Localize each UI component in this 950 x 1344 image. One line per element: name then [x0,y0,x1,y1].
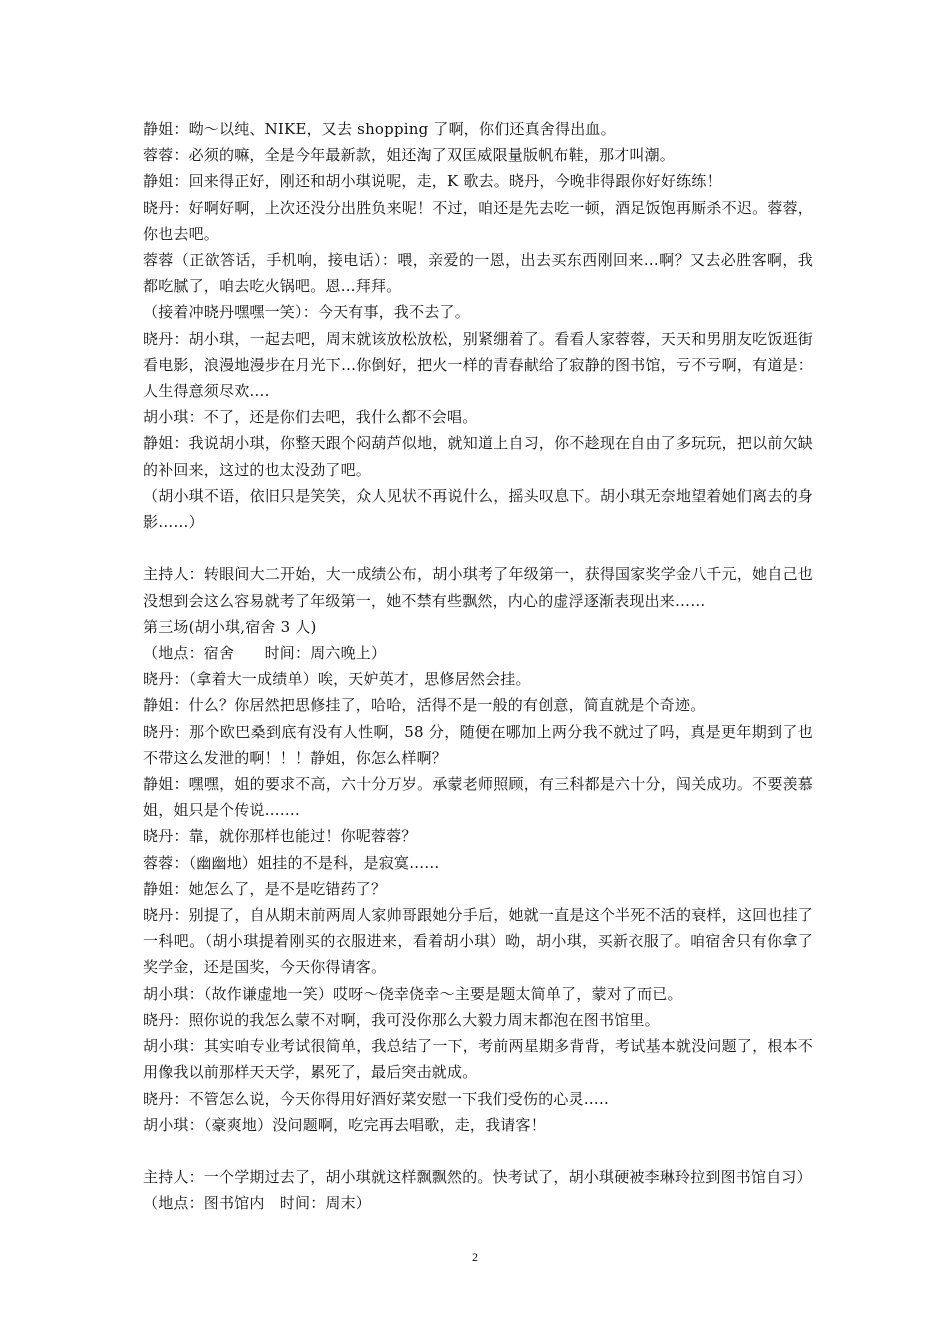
paragraph: 主持人：一个学期过去了，胡小琪就这样飘飘然的。快考试了，胡小琪硬被李琳玲拉到图书馆自习） [143,1168,812,1187]
paragraph: 胡小琪：（故作谦虚地一笑）哎呀～侥幸侥幸～主要是题太简单了，蒙对了而已。 [143,984,683,1003]
paragraph: 晓丹：靠，就你那样也能过！你呢蓉蓉？ [143,827,417,846]
paragraph: （接着冲晓丹嘿嘿一笑）：今天有事，我不去了。 [143,303,470,322]
page-number: 2 [472,1250,478,1264]
paragraph: 第三场(胡小琪,宿舍 3 人) [143,617,317,636]
paragraph: 静姐：嘿嘿，姐的要求不高，六十分万岁。承蒙老师照顾，有三科都是六十分，闯关成功。不要羡慕姐，姐只是个传说……. [143,775,813,820]
blank-line [143,1138,813,1164]
paragraph: 胡小琪：不了，还是你们去吧，我什么都不会唱。 [143,408,478,427]
paragraph: 静姐：回来得正好，刚还和胡小琪说呢，走，K 歌去。晓丹，今晚非得跟你好好练练！ [143,172,722,191]
paragraph: 晓丹：不管怎么说，今天你得用好酒好菜安慰一下我们受伤的心灵….. [143,1089,609,1108]
paragraph: 静姐：她怎么了，是不是吃错药了？ [143,879,387,898]
paragraph: 蓉蓉（正欲答话，手机响，接电话）：喂，亲爱的一恩，出去买东西刚回来…啊？又去必胜客啊，我都吃腻了，咱去吃火锅吧。恩…拜拜。 [143,251,813,296]
script-text-body [143,116,813,1217]
paragraph: 晓丹：胡小琪，一起去吧，周末就该放松放松，别紧绷着了。看看人家蓉蓉，天天和男朋友吃饭逛街看电影，浪漫地漫步在月光下…你倒好，把火一样的青春献给了寂静的图书馆，亏不亏啊，有道是：人生得意须尽欢…. [143,329,813,401]
paragraph: 晓丹：那个欧巴桑到底有没有人性啊，58 分，随便在哪加上两分我不就过了吗，真是更年期到了也不带这么发泄的啊！！！静姐，你怎么样啊？ [143,722,813,767]
paragraph: 静姐：呦～以纯、NIKE，又去 shopping 了啊，你们还真舍得出血。 [143,120,616,138]
paragraph: 蓉蓉：必须的嘛，全是今年最新款，姐还淘了双匡威限量版帆布鞋，那才叫潮。 [143,146,676,165]
paragraph: （地点：图书馆内 时间：周末） [143,1194,372,1213]
paragraph: 静姐：什么？你居然把思修挂了，哈哈，活得不是一般的有创意，简直就是个奇迹。 [143,696,706,715]
paragraph: 主持人：转眼间大二开始，大一成绩公布，胡小琪考了年级第一，获得国家奖学金八千元，她自己也没想到会这么容易就考了年级第一，她不禁有些飘然，内心的虚浮逐渐表现出来…… [143,565,813,610]
blank-line [143,535,813,561]
paragraph: 晓丹：好啊好啊，上次还没分出胜负来呢！不过，咱还是先去吃一顿，酒足饭饱再厮杀不迟。蓉蓉，你也去吧。 [143,198,813,243]
paragraph: 胡小琪：（豪爽地）没问题啊，吃完再去唱歌，走，我请客！ [143,1115,546,1134]
paragraph: 晓丹：（拿着大一成绩单）唉，天妒英才，思修居然会挂。 [143,670,531,689]
paragraph: 静姐：我说胡小琪，你整天跟个闷葫芦似地，就知道上自习，你不趁现在自由了多玩玩，把以前欠缺的补回来，这过的也太没劲了吧。 [143,434,813,479]
paragraph: 晓丹：照你说的我怎么蒙不对啊，我可没你那么大毅力周末都泡在图书馆里。 [143,1010,660,1029]
paragraph: 蓉蓉：（幽幽地）姐挂的不是科，是寂寞…… [143,853,440,872]
paragraph: 晓丹：别提了，自从期末前两周人家帅哥跟她分手后，她就一直是这个半死不活的衰样，这回也挂了一科吧。（胡小琪提着刚买的衣服进来，看着胡小琪）呦，胡小琪，买新衣服了。咱宿舍只有你拿了奖学金，还是国奖，今天你得请客。 [143,906,813,977]
paragraph: 胡小琪：其实咱专业考试很简单，我总结了一下，考前两星期多背背，考试基本就没问题了，根本不用像我以前那样天天学，累死了，最后突击就成。 [143,1037,813,1082]
paragraph: （胡小琪不语，依旧只是笑笑，众人见状不再说什么，摇头叹息下。胡小琪无奈地望着她们离去的身影……） [143,486,813,532]
paragraph: （地点：宿舍 时间：周六晚上） [143,644,387,663]
